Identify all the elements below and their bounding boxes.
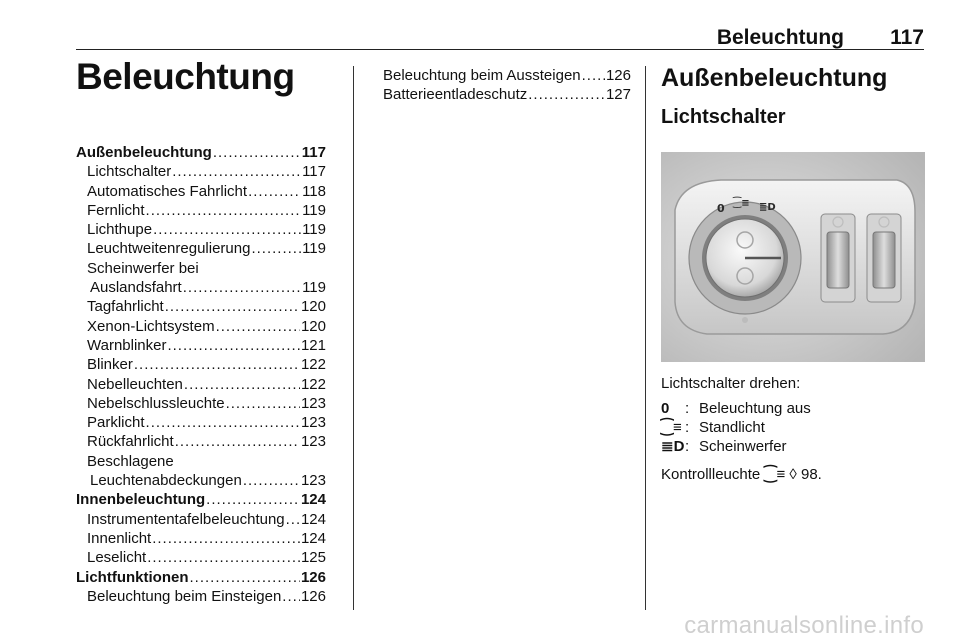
toc-entry-line1[interactable]: Beschlagene — [87, 452, 174, 470]
toc-entry[interactable] — [383, 85, 631, 104]
legend-row: ⁐≡ : Standlicht — [661, 419, 765, 436]
toc-page: 123 — [300, 414, 326, 432]
toc-page: 119 — [302, 221, 326, 239]
toc-label: Nebelschlussleuchte — [87, 394, 225, 412]
toc-page: 117 — [302, 163, 326, 181]
toc-label: Warnblinker — [87, 336, 167, 354]
toc-entry[interactable] — [76, 278, 326, 297]
toc-page: 119 — [302, 240, 326, 258]
toc-page: 122 — [300, 356, 326, 374]
toc-page: 120 — [300, 317, 326, 335]
toc-label: Innenbeleuchtung — [76, 491, 206, 509]
toc-page: 117 — [301, 144, 326, 161]
toc-label: Tagfahrlicht — [87, 298, 164, 316]
legend-row: ≣D : Scheinwerfer — [661, 438, 787, 455]
chapter-title: Beleuchtung — [76, 56, 295, 97]
toc-entry[interactable] — [76, 220, 326, 239]
toc-label: Fernlicht — [87, 201, 145, 219]
toc-entry[interactable] — [76, 413, 326, 432]
toc-entry[interactable] — [76, 375, 326, 394]
dimmer-wheel[interactable] — [827, 232, 849, 288]
legend-row: 0 : Beleuchtung aus — [661, 400, 811, 417]
toc-entry[interactable] — [76, 182, 326, 201]
subsection-title: Lichtschalter — [661, 106, 786, 128]
toc-page: 126 — [300, 568, 326, 586]
toc-label: Automatisches Fahrlicht — [87, 182, 248, 200]
toc-page: 126 — [605, 67, 631, 84]
toc-label: Beleuchtung beim Aussteigen — [383, 67, 581, 84]
header-title: Beleuchtung — [716, 26, 844, 49]
toc-page: 123 — [300, 472, 326, 490]
symbol-legend — [661, 399, 811, 456]
watermark: carmanualsonline.info — [684, 612, 924, 639]
toc-page: 123 — [300, 394, 326, 412]
toc-label: Innenlicht — [87, 529, 152, 547]
toc-entry[interactable] — [76, 471, 326, 490]
toc-entry[interactable] — [76, 317, 326, 336]
legend-text: Standlicht — [699, 419, 765, 436]
toc-label: Nebelleuchten — [87, 375, 183, 393]
toc-page: 125 — [300, 549, 326, 567]
toc-label: Parklicht — [87, 414, 145, 432]
toc-label: Außenbeleuchtung — [76, 144, 212, 161]
toc-entry[interactable] — [76, 239, 326, 258]
column-divider — [645, 66, 646, 610]
toc-page: 126 — [300, 587, 326, 605]
toc-entry[interactable] — [76, 510, 326, 529]
toc-label: Beleuchtung beim Einsteigen — [87, 587, 282, 605]
reference-icon: ◊ — [789, 466, 797, 483]
toc-entry[interactable] — [76, 162, 326, 181]
toc-page: 118 — [302, 182, 326, 200]
toc-page: 124 — [300, 491, 326, 509]
paragraph-text: Kontrollleuchte — [661, 466, 761, 483]
toc-page: 119 — [302, 201, 326, 219]
control-light-paragraph — [661, 465, 822, 483]
toc-label: Leuchtweitenregulierung — [87, 240, 251, 258]
toc-section-innenbeleuchtung[interactable] — [76, 490, 326, 509]
toc-page: 124 — [300, 529, 326, 547]
toc-label: Leuchtenabdeckungen — [90, 472, 242, 490]
table-of-contents — [76, 143, 326, 606]
header-rule — [76, 49, 924, 50]
toc-label: Xenon-Lichtsystem — [87, 317, 215, 335]
toc-page: 119 — [302, 279, 326, 297]
brightness-icon — [742, 317, 748, 323]
toc-entry[interactable] — [76, 297, 326, 316]
toc-entry[interactable] — [76, 201, 326, 220]
toc-entry[interactable] — [76, 529, 326, 548]
column-divider — [353, 66, 354, 610]
off-symbol-icon: 0 — [661, 400, 670, 417]
toc-label: Lichtfunktionen — [76, 568, 189, 586]
toc-entry-line1[interactable]: Scheinwerfer bei — [87, 259, 199, 277]
legend-text: Beleuchtung aus — [699, 400, 811, 417]
section-title: Außenbeleuchtung — [661, 64, 888, 92]
toc-page: 121 — [300, 336, 326, 354]
toc-page: 122 — [300, 375, 326, 393]
toc-label: Leselicht — [87, 549, 147, 567]
caption: Lichtschalter drehen: — [661, 375, 801, 392]
toc-page: 124 — [300, 510, 326, 528]
toc-entry[interactable] — [76, 394, 326, 413]
page-number: 117 — [890, 26, 924, 49]
toc-entry[interactable] — [76, 355, 326, 374]
parking-light-icon: ⁐≡ — [661, 419, 682, 436]
parking-light-symbol: ⁐≡ — [733, 198, 750, 209]
toc-section-lichtfunktionen[interactable] — [76, 568, 326, 587]
headlight-symbol: ≣D — [759, 202, 776, 213]
toc-label: Rückfahrlicht — [87, 433, 174, 451]
toc-label: Blinker — [87, 356, 133, 374]
toc-label: Instrumententafelbeleuchtung — [87, 510, 285, 528]
toc-page: 123 — [300, 433, 326, 451]
toc-entry[interactable] — [76, 587, 326, 606]
headlight-icon: ≣D — [661, 438, 685, 455]
toc-page: 120 — [300, 298, 326, 316]
legend-text: Scheinwerfer — [699, 438, 787, 455]
toc-label: Lichtschalter — [87, 163, 172, 181]
page-reference-link[interactable]: 98. — [800, 466, 822, 483]
light-switch-photo — [661, 152, 925, 362]
toc-entry[interactable] — [76, 432, 326, 451]
toc-entry[interactable] — [76, 336, 326, 355]
headlight-range-wheel[interactable] — [873, 232, 895, 288]
light-switch-illustration — [661, 152, 925, 362]
toc-label: Auslandsfahrt — [90, 279, 182, 297]
toc-page: 127 — [605, 86, 631, 104]
off-symbol: 0 — [717, 202, 725, 215]
parking-light-icon: ⁐≡ — [764, 466, 786, 483]
toc-entry[interactable] — [383, 66, 631, 85]
toc-section-aussenbeleuchtung[interactable] — [76, 143, 326, 162]
toc-label: Lichthupe — [87, 221, 153, 239]
table-of-contents-continued — [383, 66, 631, 105]
toc-entry[interactable] — [76, 548, 326, 567]
toc-label: Batterieentladeschutz — [383, 86, 528, 104]
